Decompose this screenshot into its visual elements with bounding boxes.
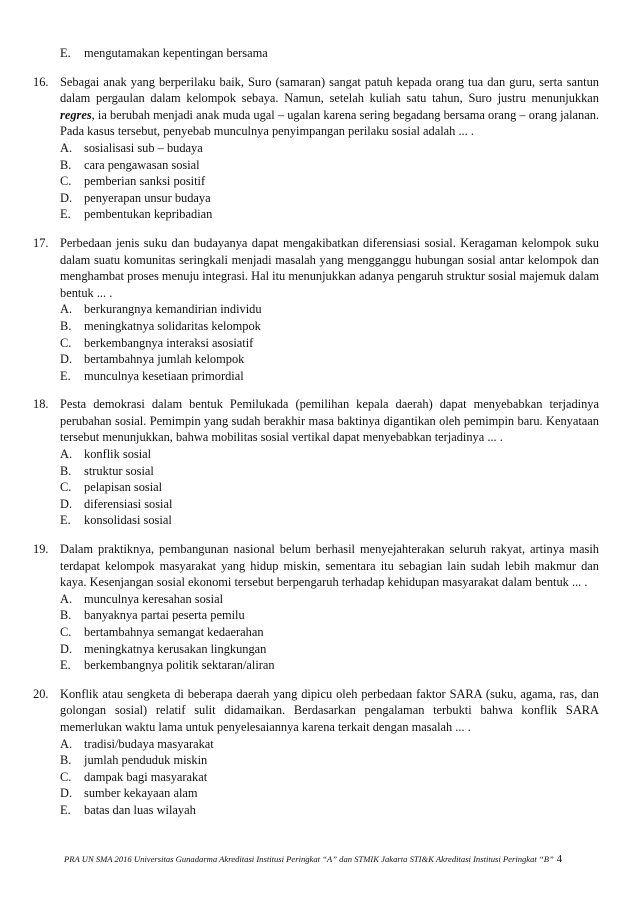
option-e: E. batas dan luas wilayah [60, 802, 196, 817]
option-d: D. penyerapan unsur budaya [60, 190, 211, 205]
option-c: C. pemberian sanksi positif [60, 174, 206, 189]
question-text: Dalam praktiknya, pembangunan nasional belum berhasil menyejahterakan seluruh rakyat, artinya masih terdapat kelompok masyarakat yang hidup miskin, sementara itu sebagian lain sudah lebih makmur dan kaya. Kesenjangan sosial ekonomi tersebut berpengaruh terhadap kehidupan masyarakat dalam bentuk ... . [60, 542, 599, 590]
answer-options [60, 446, 599, 529]
question-number: 20. [33, 686, 49, 701]
emphasized-term: regres [60, 107, 92, 122]
option-e: E. konsolidasi sosial [60, 513, 172, 528]
footer-text: PRA UN SMA 2016 Universitas Gunadarma Akreditasi Institusi Peringkat “A” dan STMIK Jakarta STI&K Akreditasi Institusi Peringkat “B” [64, 854, 554, 864]
option-a: A. munculnya keresahan sosial [60, 591, 224, 606]
option-a: A. sosialisasi sub – budaya [60, 140, 203, 155]
option-c: C. bertambahnya semangat kedaerahan [60, 625, 264, 639]
answer-options [60, 736, 599, 819]
answer-options [60, 140, 599, 223]
question-17 [33, 235, 599, 384]
option-b: B. struktur sosial [60, 463, 154, 478]
question-text: Pesta demokrasi dalam bentuk Pemilukada (pemilihan kepala daerah) dapat menyebabkan terjadinya perubahan sosial. Pemimpin yang sudah berakhir masa baktinya digantikan oleh pemimpin baru. Kenyataan tersebut menunjukkan, bahwa mobilitas sosial vertikal dapat menyebabkan terjadinya ... . [60, 397, 599, 445]
option-b: B. cara pengawasan sosial [60, 157, 200, 172]
option-c: C. berkembangnya interaksi asosiatif [60, 335, 254, 350]
question-18 [33, 396, 599, 529]
option-c: C. pelapisan sosial [60, 480, 163, 495]
question-text: Konflik atau sengketa di beberapa daerah yang dipicu oleh perbedaan faktor SARA (suku, agama, ras, dan golongan sosial) relatif sulit didamaikan. Berdasarkan pengalaman terbukti bahwa konflik SARA memerlukan waktu lama untuk penyelesaiannya karena terkait dengan masalah ... . [60, 686, 599, 734]
answer-options [60, 301, 599, 384]
option-a: A. konflik sosial [60, 447, 152, 462]
option-b: B. banyaknya partai peserta pemilu [60, 608, 245, 623]
option-text: mengutamakan kepentingan bersama [84, 46, 268, 60]
option-b: B. meningkatnya solidaritas kelompok [60, 318, 261, 333]
option-c: C. dampak bagi masyarakat [60, 769, 208, 784]
question-text: Perbedaan jenis suku dan budayanya dapat mengakibatkan diferensiasi sosial. Keragaman kelompok suku dalam suatu komunitas seringkali menjadi masalah yang mengganggu hubungan sosial antar kelompok dan menghambat proses menuju integrasi. Hal itu menunjukkan adanya pengaruh struktur sosial majemuk dalam bentuk ... . [60, 235, 599, 300]
question-number: 19. [33, 542, 49, 557]
option-e: E. munculnya kesetiaan primordial [60, 368, 244, 383]
option-a: A. berkurangnya kemandirian individu [60, 302, 262, 317]
option-letter: E. [60, 46, 71, 60]
option-d: D. diferensiasi sosial [60, 496, 173, 511]
page-footer [64, 853, 604, 866]
question-number: 17. [33, 235, 49, 250]
question-number: 18. [33, 397, 49, 412]
page-number: 4 [556, 854, 563, 865]
answer-options [60, 591, 599, 674]
option-d: D. bertambahnya jumlah kelompok [60, 352, 245, 367]
option-d: D. meningkatnya kerusakan lingkungan [60, 641, 267, 656]
option-d: D. sumber kekayaan alam [60, 786, 198, 801]
option-e: E. berkembangnya politik sektaran/aliran [60, 658, 275, 673]
question-19 [33, 541, 599, 674]
question-number: 16. [33, 74, 49, 89]
option-e: E. pembentukan kepribadian [60, 207, 213, 222]
option-b: B. jumlah penduduk miskin [60, 753, 208, 768]
previous-question-option-e [60, 45, 599, 62]
option-a: A. tradisi/budaya masyarakat [60, 736, 214, 751]
question-text: Sebagai anak yang berperilaku baik, Suro (samaran) sangat patuh kepada orang tua dan guru, serta santun dalam pergaulan dalam kelompok sebaya. Namun, setelah kuliah satu tahun, Suro justru menunjukkan regres, ia berubah menjadi anak muda ugal – ugalan karena sering begadang bersama orang – orang jalanan. Pada kasus tersebut, penyebab munculnya penyimpangan perilaku sosial adalah ... . [60, 74, 599, 139]
question-20 [33, 686, 599, 819]
question-16 [33, 74, 599, 223]
question-list [33, 45, 599, 819]
